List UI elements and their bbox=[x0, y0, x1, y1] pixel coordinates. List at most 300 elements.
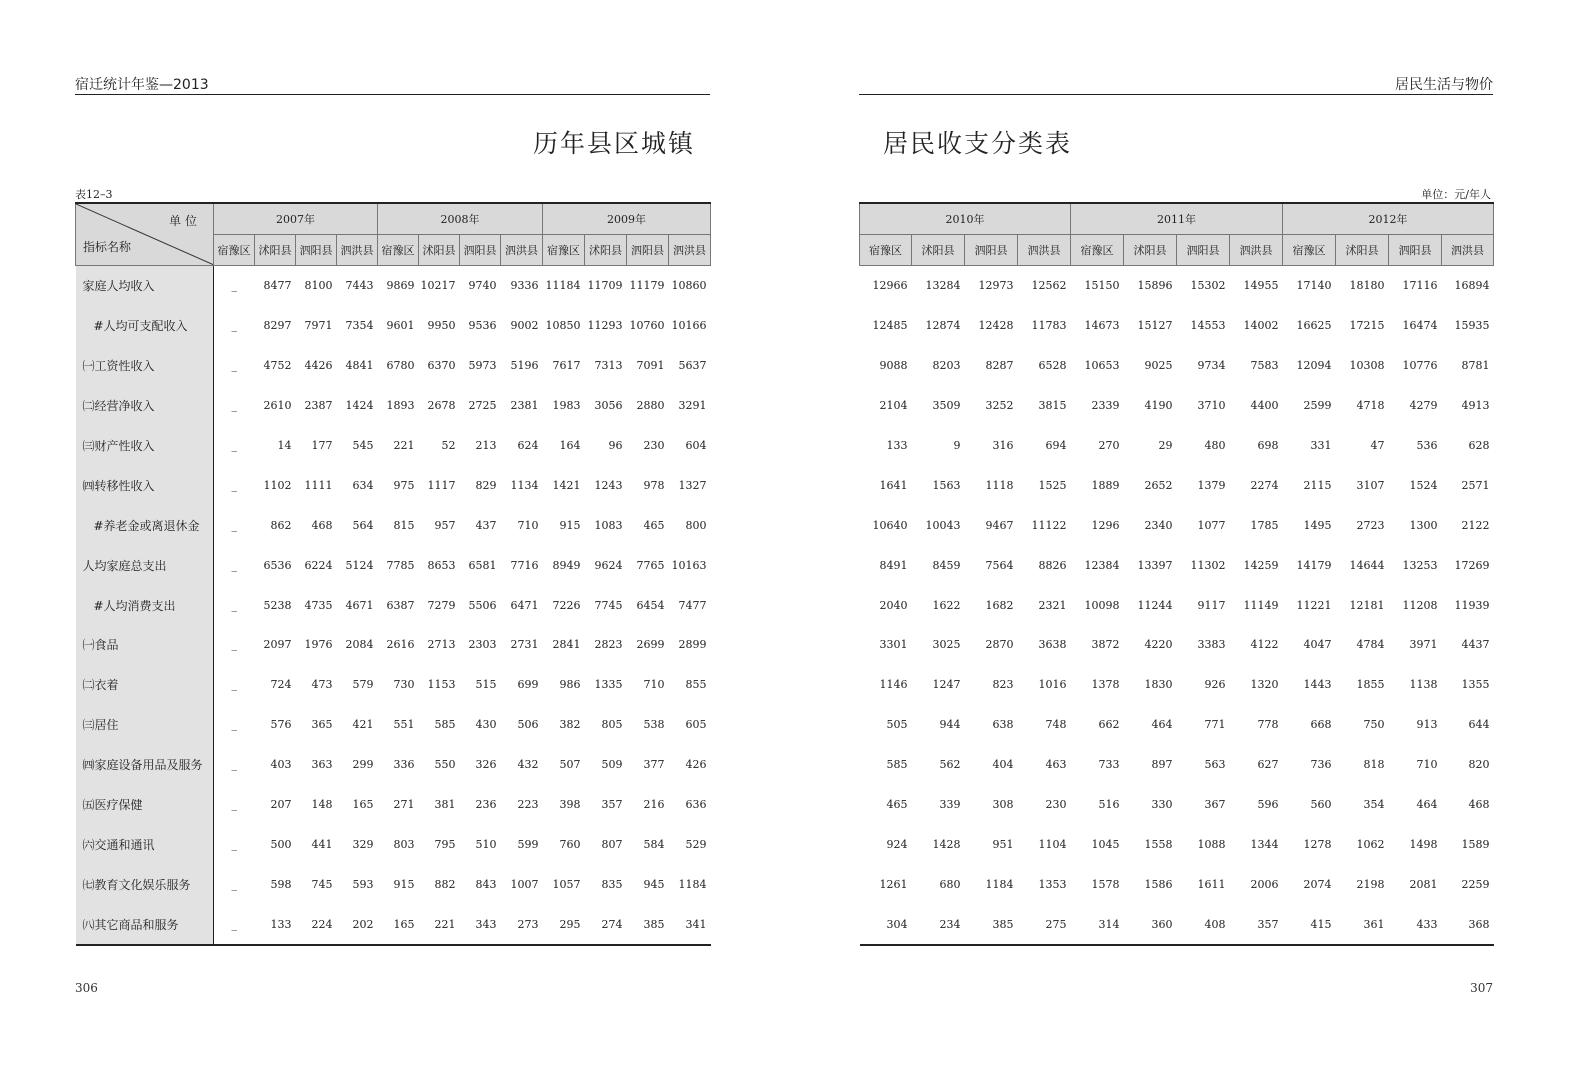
table-cell: 1355 bbox=[1461, 678, 1490, 692]
table-cell: 1088 bbox=[1197, 837, 1226, 851]
table-row bbox=[860, 864, 1494, 904]
table-cell: 1421 bbox=[552, 478, 581, 492]
table-cell: 560 bbox=[1310, 798, 1332, 812]
row-label: ㈡经营净收入 bbox=[76, 386, 214, 426]
page-title-right: 居民收支分类表 bbox=[883, 129, 1073, 158]
table-cell: 274 bbox=[585, 904, 627, 945]
data-table-right bbox=[859, 202, 1494, 946]
table-cell: 1682 bbox=[985, 598, 1014, 612]
corner-indicator-label: 指标名称 bbox=[83, 240, 132, 254]
table-cell: 330 bbox=[1151, 798, 1173, 812]
table-cell: _ bbox=[231, 478, 237, 492]
table-cell: 304 bbox=[860, 904, 912, 945]
table-cell: 1983 bbox=[552, 399, 581, 413]
district-header: 沭阳县 bbox=[1336, 235, 1389, 266]
table-cell: 7765 bbox=[636, 558, 665, 572]
year-header: 2012年 bbox=[1283, 203, 1494, 235]
district-header: 泗洪县 bbox=[337, 235, 378, 266]
table-cell: 6780 bbox=[386, 359, 415, 373]
running-head-right: 居民生活与物价 bbox=[1395, 77, 1493, 93]
table-cell: 12384 bbox=[1084, 558, 1120, 572]
data-table-left bbox=[75, 202, 711, 946]
table-cell: 598 bbox=[270, 877, 292, 891]
table-cell: 10640 bbox=[872, 518, 908, 532]
table-cell: 398 bbox=[559, 798, 581, 812]
table-cell: 433 bbox=[1389, 904, 1442, 945]
corner-unit-label: 单 位 bbox=[169, 214, 197, 228]
table-cell: 7617 bbox=[552, 359, 581, 373]
table-cell: 299 bbox=[352, 758, 374, 772]
table-cell: 18180 bbox=[1349, 279, 1385, 293]
table-cell: 4279 bbox=[1409, 399, 1438, 413]
table-cell: 230 bbox=[643, 439, 665, 452]
table-cell: 9002 bbox=[510, 319, 539, 333]
row-label: 人均家庭总支出 bbox=[76, 545, 214, 585]
district-header: 宿豫区 bbox=[378, 235, 419, 266]
table-cell: 14644 bbox=[1349, 558, 1385, 572]
table-cell: 506 bbox=[517, 718, 539, 732]
table-cell: 1344 bbox=[1250, 837, 1279, 851]
row-label: ㈡衣着 bbox=[76, 665, 214, 705]
table-cell: 1111 bbox=[304, 478, 333, 492]
table-cell: 2841 bbox=[552, 638, 581, 652]
table-cell: _ bbox=[231, 877, 237, 891]
table-cell: _ bbox=[231, 439, 237, 452]
table-cell: 733 bbox=[1098, 758, 1120, 772]
table-cell: 9740 bbox=[468, 279, 497, 293]
table-cell: 800 bbox=[685, 518, 707, 532]
year-header: 2010年 bbox=[860, 203, 1071, 235]
table-cell: 1498 bbox=[1409, 837, 1438, 851]
table-cell: 1083 bbox=[594, 518, 623, 532]
table-cell: 1563 bbox=[932, 478, 961, 492]
table-cell: 562 bbox=[939, 758, 961, 772]
table-cell: 8459 bbox=[932, 558, 961, 572]
table-cell: _ bbox=[214, 904, 255, 945]
table-cell: 3971 bbox=[1409, 638, 1438, 652]
table-cell: 6454 bbox=[636, 598, 665, 612]
table-cell: 2610 bbox=[263, 399, 292, 413]
table-cell: 5506 bbox=[468, 598, 497, 612]
table-cell: 17215 bbox=[1349, 319, 1385, 333]
table-cell: 11149 bbox=[1243, 598, 1279, 612]
row-label: ㈠工资性收入 bbox=[76, 346, 214, 386]
table-row bbox=[76, 306, 711, 346]
table-cell: 3025 bbox=[932, 638, 961, 652]
right-page bbox=[795, 0, 1587, 1077]
table-cell: 11783 bbox=[1031, 319, 1067, 333]
table-cell: 2084 bbox=[345, 638, 374, 652]
table-cell: 1057 bbox=[552, 877, 581, 891]
district-header: 沭阳县 bbox=[1124, 235, 1177, 266]
table-cell: 1855 bbox=[1356, 678, 1385, 692]
table-cell: 2097 bbox=[263, 638, 292, 652]
table-cell: 308 bbox=[992, 798, 1014, 812]
table-cell: 7785 bbox=[386, 558, 415, 572]
table-row bbox=[860, 625, 1494, 665]
table-cell: 415 bbox=[1283, 904, 1336, 945]
table-cell: 509 bbox=[601, 758, 623, 772]
table-row bbox=[860, 824, 1494, 864]
table-row bbox=[76, 705, 711, 745]
table-cell: 12094 bbox=[1296, 359, 1332, 373]
left-page bbox=[0, 0, 790, 1077]
table-cell: 1335 bbox=[594, 678, 623, 692]
table-cell: 1525 bbox=[1038, 478, 1067, 492]
table-cell: 545 bbox=[352, 439, 374, 452]
table-row bbox=[76, 625, 711, 665]
district-header: 宿豫区 bbox=[543, 235, 585, 266]
row-label: ㈢财产性收入 bbox=[76, 426, 214, 466]
table-cell: 11208 bbox=[1402, 598, 1438, 612]
table-cell: 2115 bbox=[1303, 478, 1332, 492]
table-cell: 3509 bbox=[932, 399, 961, 413]
district-header: 泗洪县 bbox=[1018, 235, 1071, 266]
table-row bbox=[76, 505, 711, 545]
table-cell: _ bbox=[231, 798, 237, 812]
table-cell: 1785 bbox=[1250, 518, 1279, 532]
table-cell: 14553 bbox=[1190, 319, 1226, 333]
table-cell: 7354 bbox=[345, 319, 374, 333]
district-header: 泗阳县 bbox=[965, 235, 1018, 266]
table-cell: 1641 bbox=[879, 478, 908, 492]
row-label: ㈦教育文化娱乐服务 bbox=[76, 864, 214, 904]
table-cell: 10166 bbox=[671, 319, 707, 333]
table-cell: 367 bbox=[1204, 798, 1226, 812]
table-cell: 16894 bbox=[1454, 279, 1490, 293]
table-cell: 473 bbox=[311, 678, 333, 692]
table-cell: 164 bbox=[559, 439, 581, 452]
table-cell: 202 bbox=[337, 904, 378, 945]
table-cell: 1889 bbox=[1091, 478, 1120, 492]
table-row bbox=[860, 585, 1494, 625]
table-row bbox=[860, 346, 1494, 386]
table-cell: 699 bbox=[517, 678, 539, 692]
table-cell: 843 bbox=[475, 877, 497, 891]
table-cell: _ bbox=[231, 638, 237, 652]
district-header: 宿豫区 bbox=[214, 235, 255, 266]
table-cell: 915 bbox=[393, 877, 415, 891]
table-cell: 805 bbox=[601, 718, 623, 732]
table-cell: 165 bbox=[378, 904, 419, 945]
table-cell: 96 bbox=[608, 439, 623, 452]
table-row bbox=[860, 705, 1494, 745]
table-cell: 584 bbox=[643, 837, 665, 851]
table-cell: 11221 bbox=[1296, 598, 1332, 612]
page-number-left: 306 bbox=[75, 981, 98, 995]
table-cell: 2381 bbox=[510, 399, 539, 413]
table-cell: 515 bbox=[475, 678, 497, 692]
table-cell: 2723 bbox=[1356, 518, 1385, 532]
table-cell: 820 bbox=[1468, 758, 1490, 772]
table-cell: _ bbox=[231, 558, 237, 572]
table-cell: 5637 bbox=[678, 359, 707, 373]
table-cell: 1578 bbox=[1091, 877, 1120, 891]
table-cell: 381 bbox=[434, 798, 456, 812]
table-number: 表12–3 bbox=[75, 188, 113, 201]
table-cell: 6471 bbox=[510, 598, 539, 612]
table-cell: 223 bbox=[517, 798, 539, 812]
table-cell: 2387 bbox=[304, 399, 333, 413]
table-cell: 6581 bbox=[468, 558, 497, 572]
table-cell: 644 bbox=[1468, 718, 1490, 732]
table-cell: 1016 bbox=[1038, 678, 1067, 692]
table-cell: 7279 bbox=[427, 598, 456, 612]
table-cell: 15150 bbox=[1084, 279, 1120, 293]
table-cell: 357 bbox=[601, 798, 623, 812]
table-cell: 760 bbox=[559, 837, 581, 851]
table-cell: _ bbox=[231, 279, 237, 293]
district-header: 泗洪县 bbox=[669, 235, 711, 266]
table-cell: 12485 bbox=[872, 319, 908, 333]
table-cell: 368 bbox=[1442, 904, 1494, 945]
table-cell: 2339 bbox=[1091, 399, 1120, 413]
table-cell: 9025 bbox=[1144, 359, 1173, 373]
table-row bbox=[76, 745, 711, 785]
table-cell: _ bbox=[231, 399, 237, 413]
table-cell: 2259 bbox=[1461, 877, 1490, 891]
year-header: 2011年 bbox=[1071, 203, 1283, 235]
table-cell: _ bbox=[231, 718, 237, 732]
table-cell: 15935 bbox=[1454, 319, 1490, 333]
row-label: ㈢居住 bbox=[76, 705, 214, 745]
table-cell: 316 bbox=[992, 439, 1014, 452]
table-cell: 1118 bbox=[985, 478, 1014, 492]
table-cell: 1327 bbox=[678, 478, 707, 492]
table-cell: 564 bbox=[352, 518, 374, 532]
row-label: ㈧其它商品和服务 bbox=[76, 904, 214, 945]
table-cell: 5973 bbox=[468, 359, 497, 373]
table-cell: 10098 bbox=[1084, 598, 1120, 612]
table-cell: 10308 bbox=[1349, 359, 1385, 373]
table-row bbox=[76, 785, 711, 825]
table-cell: 3638 bbox=[1038, 638, 1067, 652]
table-cell: 1976 bbox=[304, 638, 333, 652]
table-cell: _ bbox=[231, 319, 237, 333]
table-cell: 234 bbox=[912, 904, 965, 945]
table-cell: 17269 bbox=[1454, 558, 1490, 572]
table-row bbox=[76, 904, 711, 945]
table-row bbox=[860, 505, 1494, 545]
table-cell: 1589 bbox=[1461, 837, 1490, 851]
table-cell: 1443 bbox=[1303, 678, 1332, 692]
table-cell: 1184 bbox=[985, 877, 1014, 891]
table-row bbox=[860, 545, 1494, 585]
table-cell: 271 bbox=[393, 798, 415, 812]
table-cell: 745 bbox=[311, 877, 333, 891]
unit-note: 单位：元/年人 bbox=[1421, 188, 1491, 201]
table-cell: _ bbox=[231, 678, 237, 692]
table-cell: 12874 bbox=[925, 319, 961, 333]
table-cell: 807 bbox=[601, 837, 623, 851]
table-cell: 3252 bbox=[985, 399, 1014, 413]
row-label: ㈥交通和通讯 bbox=[76, 824, 214, 864]
year-header: 2008年 bbox=[378, 203, 543, 235]
table-cell: 14673 bbox=[1084, 319, 1120, 333]
table-cell: 1495 bbox=[1303, 518, 1332, 532]
table-cell: 15896 bbox=[1137, 279, 1173, 293]
table-cell: 11244 bbox=[1137, 598, 1173, 612]
table-cell: 4047 bbox=[1303, 638, 1332, 652]
table-cell: _ bbox=[231, 758, 237, 772]
table-cell: 576 bbox=[270, 718, 292, 732]
table-cell: 3710 bbox=[1197, 399, 1226, 413]
table-cell: _ bbox=[231, 359, 237, 373]
table-cell: 924 bbox=[886, 837, 908, 851]
table-cell: 13253 bbox=[1402, 558, 1438, 572]
table-cell: 680 bbox=[939, 877, 961, 891]
table-cell: 11293 bbox=[587, 319, 623, 333]
table-cell: 1300 bbox=[1409, 518, 1438, 532]
table-cell: 2274 bbox=[1250, 478, 1279, 492]
district-header: 沭阳县 bbox=[585, 235, 627, 266]
table-cell: 2081 bbox=[1409, 877, 1438, 891]
row-label: #人均消费支出 bbox=[76, 585, 214, 625]
table-cell: 329 bbox=[352, 837, 374, 851]
row-label: ㈣家庭设备用品及服务 bbox=[76, 745, 214, 785]
table-cell: 8477 bbox=[263, 279, 292, 293]
table-cell: 636 bbox=[685, 798, 707, 812]
table-cell: 2678 bbox=[427, 399, 456, 413]
table-cell: 4190 bbox=[1144, 399, 1173, 413]
table-cell: 480 bbox=[1204, 439, 1226, 452]
table-cell: 270 bbox=[1098, 439, 1120, 452]
table-cell: 10217 bbox=[420, 279, 456, 293]
table-cell: 510 bbox=[475, 837, 497, 851]
table-row bbox=[860, 306, 1494, 346]
row-label: #养老金或离退休金 bbox=[76, 505, 214, 545]
table-cell: 1558 bbox=[1144, 837, 1173, 851]
table-row bbox=[76, 266, 711, 306]
table-cell: 2006 bbox=[1250, 877, 1279, 891]
table-cell: 9336 bbox=[510, 279, 539, 293]
table-cell: 236 bbox=[475, 798, 497, 812]
table-cell: 10850 bbox=[545, 319, 581, 333]
table-cell: 803 bbox=[393, 837, 415, 851]
running-head-left: 宿迁统计年鉴—2013 bbox=[75, 77, 209, 93]
table-cell: 465 bbox=[643, 518, 665, 532]
table-cell: 823 bbox=[992, 678, 1014, 692]
table-cell: 529 bbox=[685, 837, 707, 851]
table-cell: 230 bbox=[1045, 798, 1067, 812]
table-cell: 897 bbox=[1151, 758, 1173, 772]
table-cell: 1622 bbox=[932, 598, 961, 612]
table-cell: 1261 bbox=[879, 877, 908, 891]
table-cell: 7564 bbox=[985, 558, 1014, 572]
table-cell: 16625 bbox=[1296, 319, 1332, 333]
row-label: 家庭人均收入 bbox=[76, 266, 214, 306]
table-cell: 14955 bbox=[1243, 279, 1279, 293]
table-cell: 5196 bbox=[510, 359, 539, 373]
table-cell: 7477 bbox=[678, 598, 707, 612]
table-cell: 10760 bbox=[629, 319, 665, 333]
table-cell: 4400 bbox=[1250, 399, 1279, 413]
table-cell: 2122 bbox=[1461, 518, 1490, 532]
table-cell: 2823 bbox=[594, 638, 623, 652]
table-row bbox=[76, 426, 711, 466]
table-cell: 516 bbox=[1098, 798, 1120, 812]
table-cell: 1146 bbox=[879, 678, 908, 692]
table-cell: 4671 bbox=[345, 598, 374, 612]
table-cell: 579 bbox=[352, 678, 374, 692]
table-cell: 627 bbox=[1257, 758, 1279, 772]
table-cell: 2699 bbox=[636, 638, 665, 652]
table-cell: 855 bbox=[685, 678, 707, 692]
table-cell: 2321 bbox=[1038, 598, 1067, 612]
table-cell: 585 bbox=[886, 758, 908, 772]
table-cell: 9869 bbox=[386, 279, 415, 293]
table-cell: 1424 bbox=[345, 399, 374, 413]
table-cell: 818 bbox=[1363, 758, 1385, 772]
table-cell: 3056 bbox=[594, 399, 623, 413]
table-cell: 360 bbox=[1124, 904, 1177, 945]
district-header: 泗阳县 bbox=[1177, 235, 1230, 266]
table-cell: 6528 bbox=[1038, 359, 1067, 373]
district-header: 沭阳县 bbox=[419, 235, 460, 266]
table-cell: 7313 bbox=[594, 359, 623, 373]
table-cell: 221 bbox=[419, 904, 460, 945]
table-cell: 835 bbox=[601, 877, 623, 891]
table-cell: 3291 bbox=[678, 399, 707, 413]
table-cell: 14179 bbox=[1296, 558, 1332, 572]
table-cell: 771 bbox=[1204, 718, 1226, 732]
table-cell: 357 bbox=[1230, 904, 1283, 945]
table-cell: 3815 bbox=[1038, 399, 1067, 413]
table-cell: 16474 bbox=[1402, 319, 1438, 333]
table-cell: 1117 bbox=[427, 478, 456, 492]
table-cell: 9734 bbox=[1197, 359, 1226, 373]
table-cell: 1243 bbox=[594, 478, 623, 492]
district-header: 宿豫区 bbox=[1283, 235, 1336, 266]
table-cell: 4426 bbox=[304, 359, 333, 373]
table-cell: 9 bbox=[953, 439, 961, 452]
table-cell: 4784 bbox=[1356, 638, 1385, 652]
table-cell: 9088 bbox=[879, 359, 908, 373]
table-cell: 314 bbox=[1071, 904, 1124, 945]
table-cell: 10163 bbox=[671, 558, 707, 572]
table-cell: 1134 bbox=[510, 478, 539, 492]
row-label: ㈠食品 bbox=[76, 625, 214, 665]
table-cell: 10860 bbox=[671, 279, 707, 293]
table-row bbox=[76, 585, 711, 625]
table-cell: 3301 bbox=[879, 638, 908, 652]
table-cell: 2725 bbox=[468, 399, 497, 413]
table-cell: 437 bbox=[475, 518, 497, 532]
table-cell: 4437 bbox=[1461, 638, 1490, 652]
table-cell: 4735 bbox=[304, 598, 333, 612]
table-cell: 326 bbox=[475, 758, 497, 772]
table-cell: 10043 bbox=[925, 518, 961, 532]
table-row bbox=[76, 545, 711, 585]
table-cell: 724 bbox=[270, 678, 292, 692]
table-cell: 7226 bbox=[552, 598, 581, 612]
table-cell: 4718 bbox=[1356, 399, 1385, 413]
table-row bbox=[76, 665, 711, 705]
table-cell: _ bbox=[231, 598, 237, 612]
table-cell: 432 bbox=[517, 758, 539, 772]
table-cell: 1102 bbox=[263, 478, 292, 492]
table-cell: 605 bbox=[685, 718, 707, 732]
table-cell: 331 bbox=[1310, 439, 1332, 452]
district-header: 宿豫区 bbox=[860, 235, 912, 266]
table-cell: 748 bbox=[1045, 718, 1067, 732]
table-cell: 365 bbox=[311, 718, 333, 732]
table-cell: 9117 bbox=[1197, 598, 1226, 612]
table-cell: 7091 bbox=[636, 359, 665, 373]
table-cell: 1428 bbox=[932, 837, 961, 851]
table-cell: 133 bbox=[255, 904, 296, 945]
table-cell: 421 bbox=[352, 718, 374, 732]
